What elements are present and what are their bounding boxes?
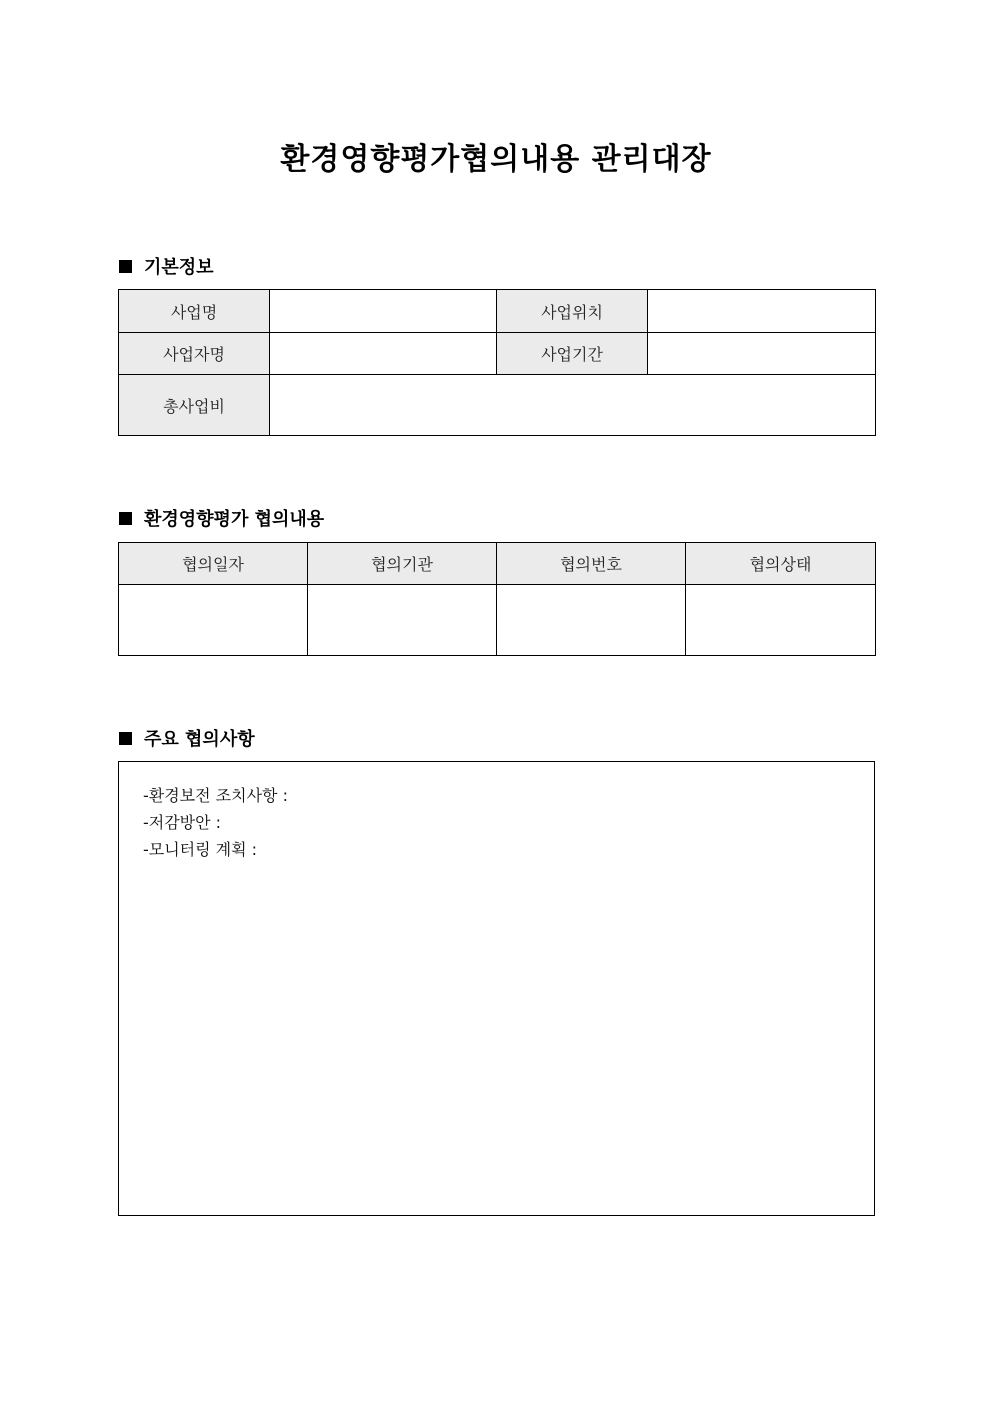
- mitigation-plan-line: -저감방안 :: [143, 813, 222, 832]
- operator-name-label: 사업자명: [119, 333, 270, 375]
- project-location-label: 사업위치: [497, 290, 648, 333]
- table-row: [119, 333, 876, 375]
- project-name-field[interactable]: [270, 290, 497, 333]
- table-row: [119, 290, 876, 333]
- monitoring-plan-line: -모니터링 계획 :: [143, 840, 258, 859]
- total-cost-label: 총사업비: [119, 375, 270, 436]
- consultation-status-field[interactable]: [686, 585, 876, 656]
- section-heading-label: 기본정보: [144, 257, 214, 278]
- environmental-measures-line: -환경보전 조치사항 :: [143, 786, 288, 805]
- section-heading-main-items: [119, 725, 255, 751]
- project-period-label: 사업기간: [497, 333, 648, 375]
- table-header-row: [119, 543, 876, 585]
- project-period-field[interactable]: [648, 333, 876, 375]
- consultation-date-field[interactable]: [119, 585, 308, 656]
- document-title: 환경영향평가협의내용 관리대장: [280, 142, 712, 177]
- consultation-table: [118, 542, 876, 656]
- square-bullet-icon: [119, 732, 132, 745]
- section-heading-label: 환경영향평가 협의내용: [144, 509, 325, 530]
- consultation-number-field[interactable]: [497, 585, 686, 656]
- consultation-agency-field[interactable]: [308, 585, 497, 656]
- project-location-field[interactable]: [648, 290, 876, 333]
- total-cost-field[interactable]: [270, 375, 876, 436]
- square-bullet-icon: [119, 512, 132, 525]
- column-header-status: 협의상태: [686, 543, 876, 585]
- square-bullet-icon: [119, 260, 132, 273]
- basic-info-table: [118, 289, 876, 436]
- table-row: [119, 375, 876, 436]
- section-heading-consultation: [119, 505, 324, 531]
- section-heading-label: 주요 협의사항: [144, 729, 255, 750]
- main-items-textbox[interactable]: [118, 761, 875, 1216]
- project-name-label: 사업명: [119, 290, 270, 333]
- table-row: [119, 585, 876, 656]
- column-header-number: 협의번호: [497, 543, 686, 585]
- operator-name-field[interactable]: [270, 333, 497, 375]
- column-header-date: 협의일자: [119, 543, 308, 585]
- section-heading-basic-info: [119, 253, 214, 279]
- column-header-agency: 협의기관: [308, 543, 497, 585]
